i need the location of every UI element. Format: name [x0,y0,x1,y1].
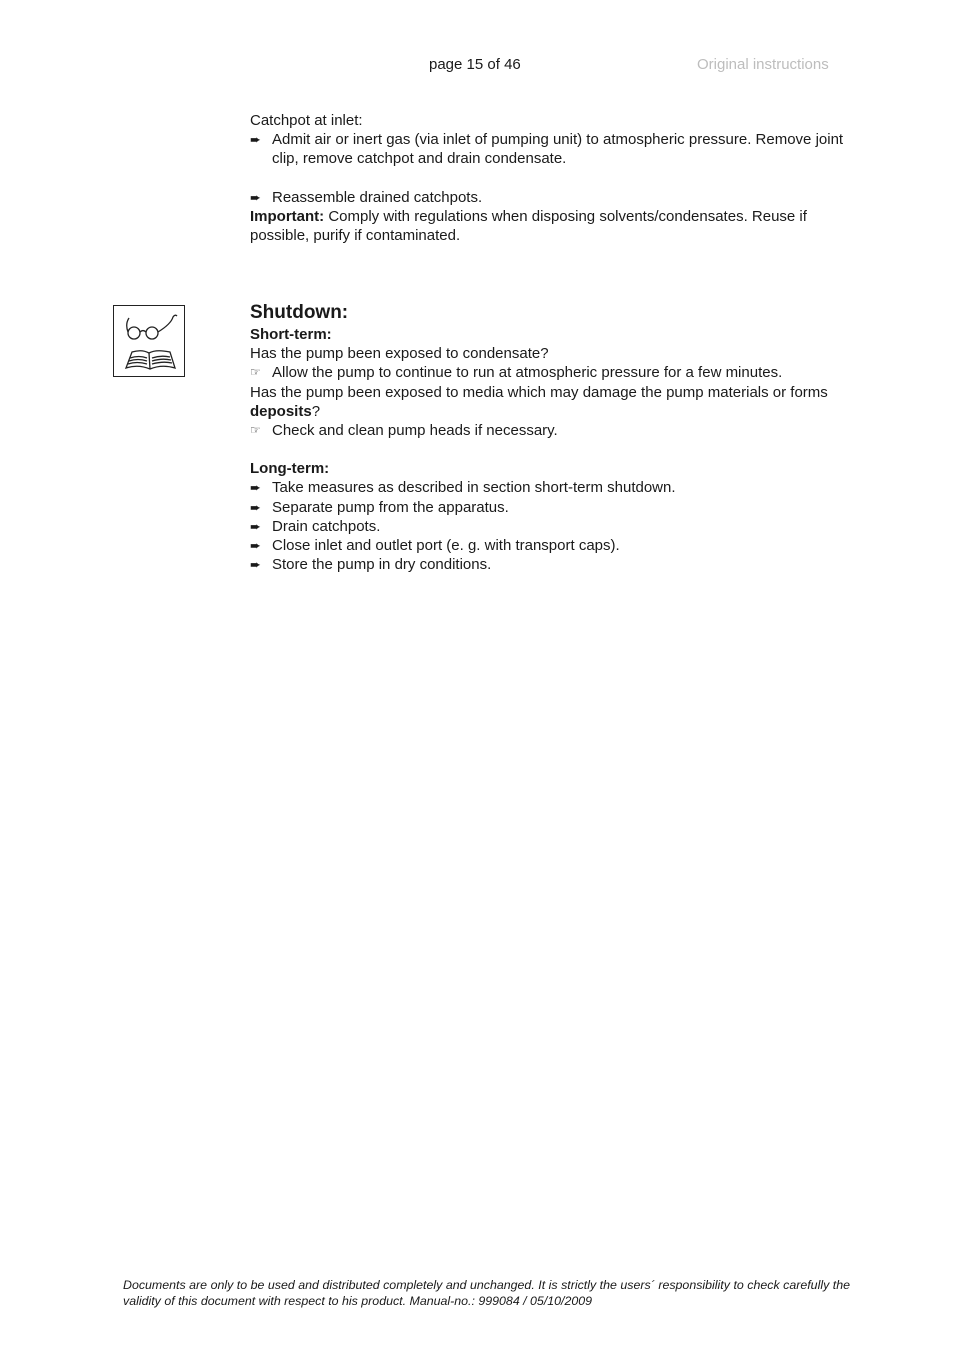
glasses-book-icon [114,306,184,376]
footer-disclaimer: Documents are only to be used and distributed completely and unchanged. It is strictly the users´ responsibility to check carefully the validity of this document with respect to his product. Manual-no.: 999084 / 05/10/2009 [123,1278,850,1308]
list-item [250,363,844,382]
arrow-icon: ➨ [250,518,261,534]
long-term-heading: Long-term: [250,460,330,478]
arrow-icon: ➨ [250,557,261,573]
shutdown-heading: Shutdown: [250,302,349,323]
list-item-text: Drain catchpots. [272,517,381,535]
list-item [250,421,844,440]
list-item-text: Allow the pump to continue to run at atmospheric pressure for a few minutes. [272,364,783,382]
short-term-question-1: Has the pump been exposed to condensate? [250,345,549,363]
important-label: Important: [250,207,325,225]
original-instructions-label: Original instructions [697,56,829,73]
list-item-text: Store the pump in dry conditions. [272,556,492,574]
arrow-icon: ➨ [250,499,261,515]
question-text: Has the pump been exposed to media which may damage the pump materials or forms [250,383,828,401]
list-item-text: Close inlet and outlet port (e. g. with transport caps). [272,537,620,555]
list-item [250,498,844,517]
list-item-text: Reassemble drained catchpots. [272,188,483,206]
catchpot-section [250,111,844,245]
important-text: Comply with regulations when disposing solvents/condensates. Reuse if possible, purify if contaminated. [250,207,807,245]
catchpot-intro: Catchpot at inlet: [250,112,363,129]
deposits-bold: deposits [250,402,312,420]
list-item [250,555,844,574]
list-item [250,517,844,536]
arrow-icon: ➨ [250,189,261,205]
list-item-text: Admit air or inert gas (via inlet of pumping unit) to atmospheric pressure. Remove joint clip, remove catchpot and drain condensate. [272,131,844,168]
list-item-text: Separate pump from the apparatus. [272,498,509,516]
pointing-hand-icon: ☞ [250,423,261,438]
list-item-text: Take measures as described in section short-term shutdown. [272,479,676,497]
list-item [250,130,844,168]
list-item [250,536,844,555]
arrow-icon: ➨ [250,132,261,148]
list-item-text: Check and clean pump heads if necessary. [272,422,558,440]
list-item [250,478,844,497]
question-mark: ? [311,402,321,420]
arrow-icon: ➨ [250,538,261,554]
arrow-icon: ➨ [250,480,261,496]
page-number: page 15 of 46 [429,56,521,73]
short-term-heading: Short-term: [250,326,332,343]
short-term-question-2 [250,383,844,421]
shutdown-section [250,301,844,574]
important-note [250,207,844,245]
pointing-hand-icon: ☞ [250,365,261,380]
list-item [250,188,844,207]
read-manual-icon [113,305,185,377]
